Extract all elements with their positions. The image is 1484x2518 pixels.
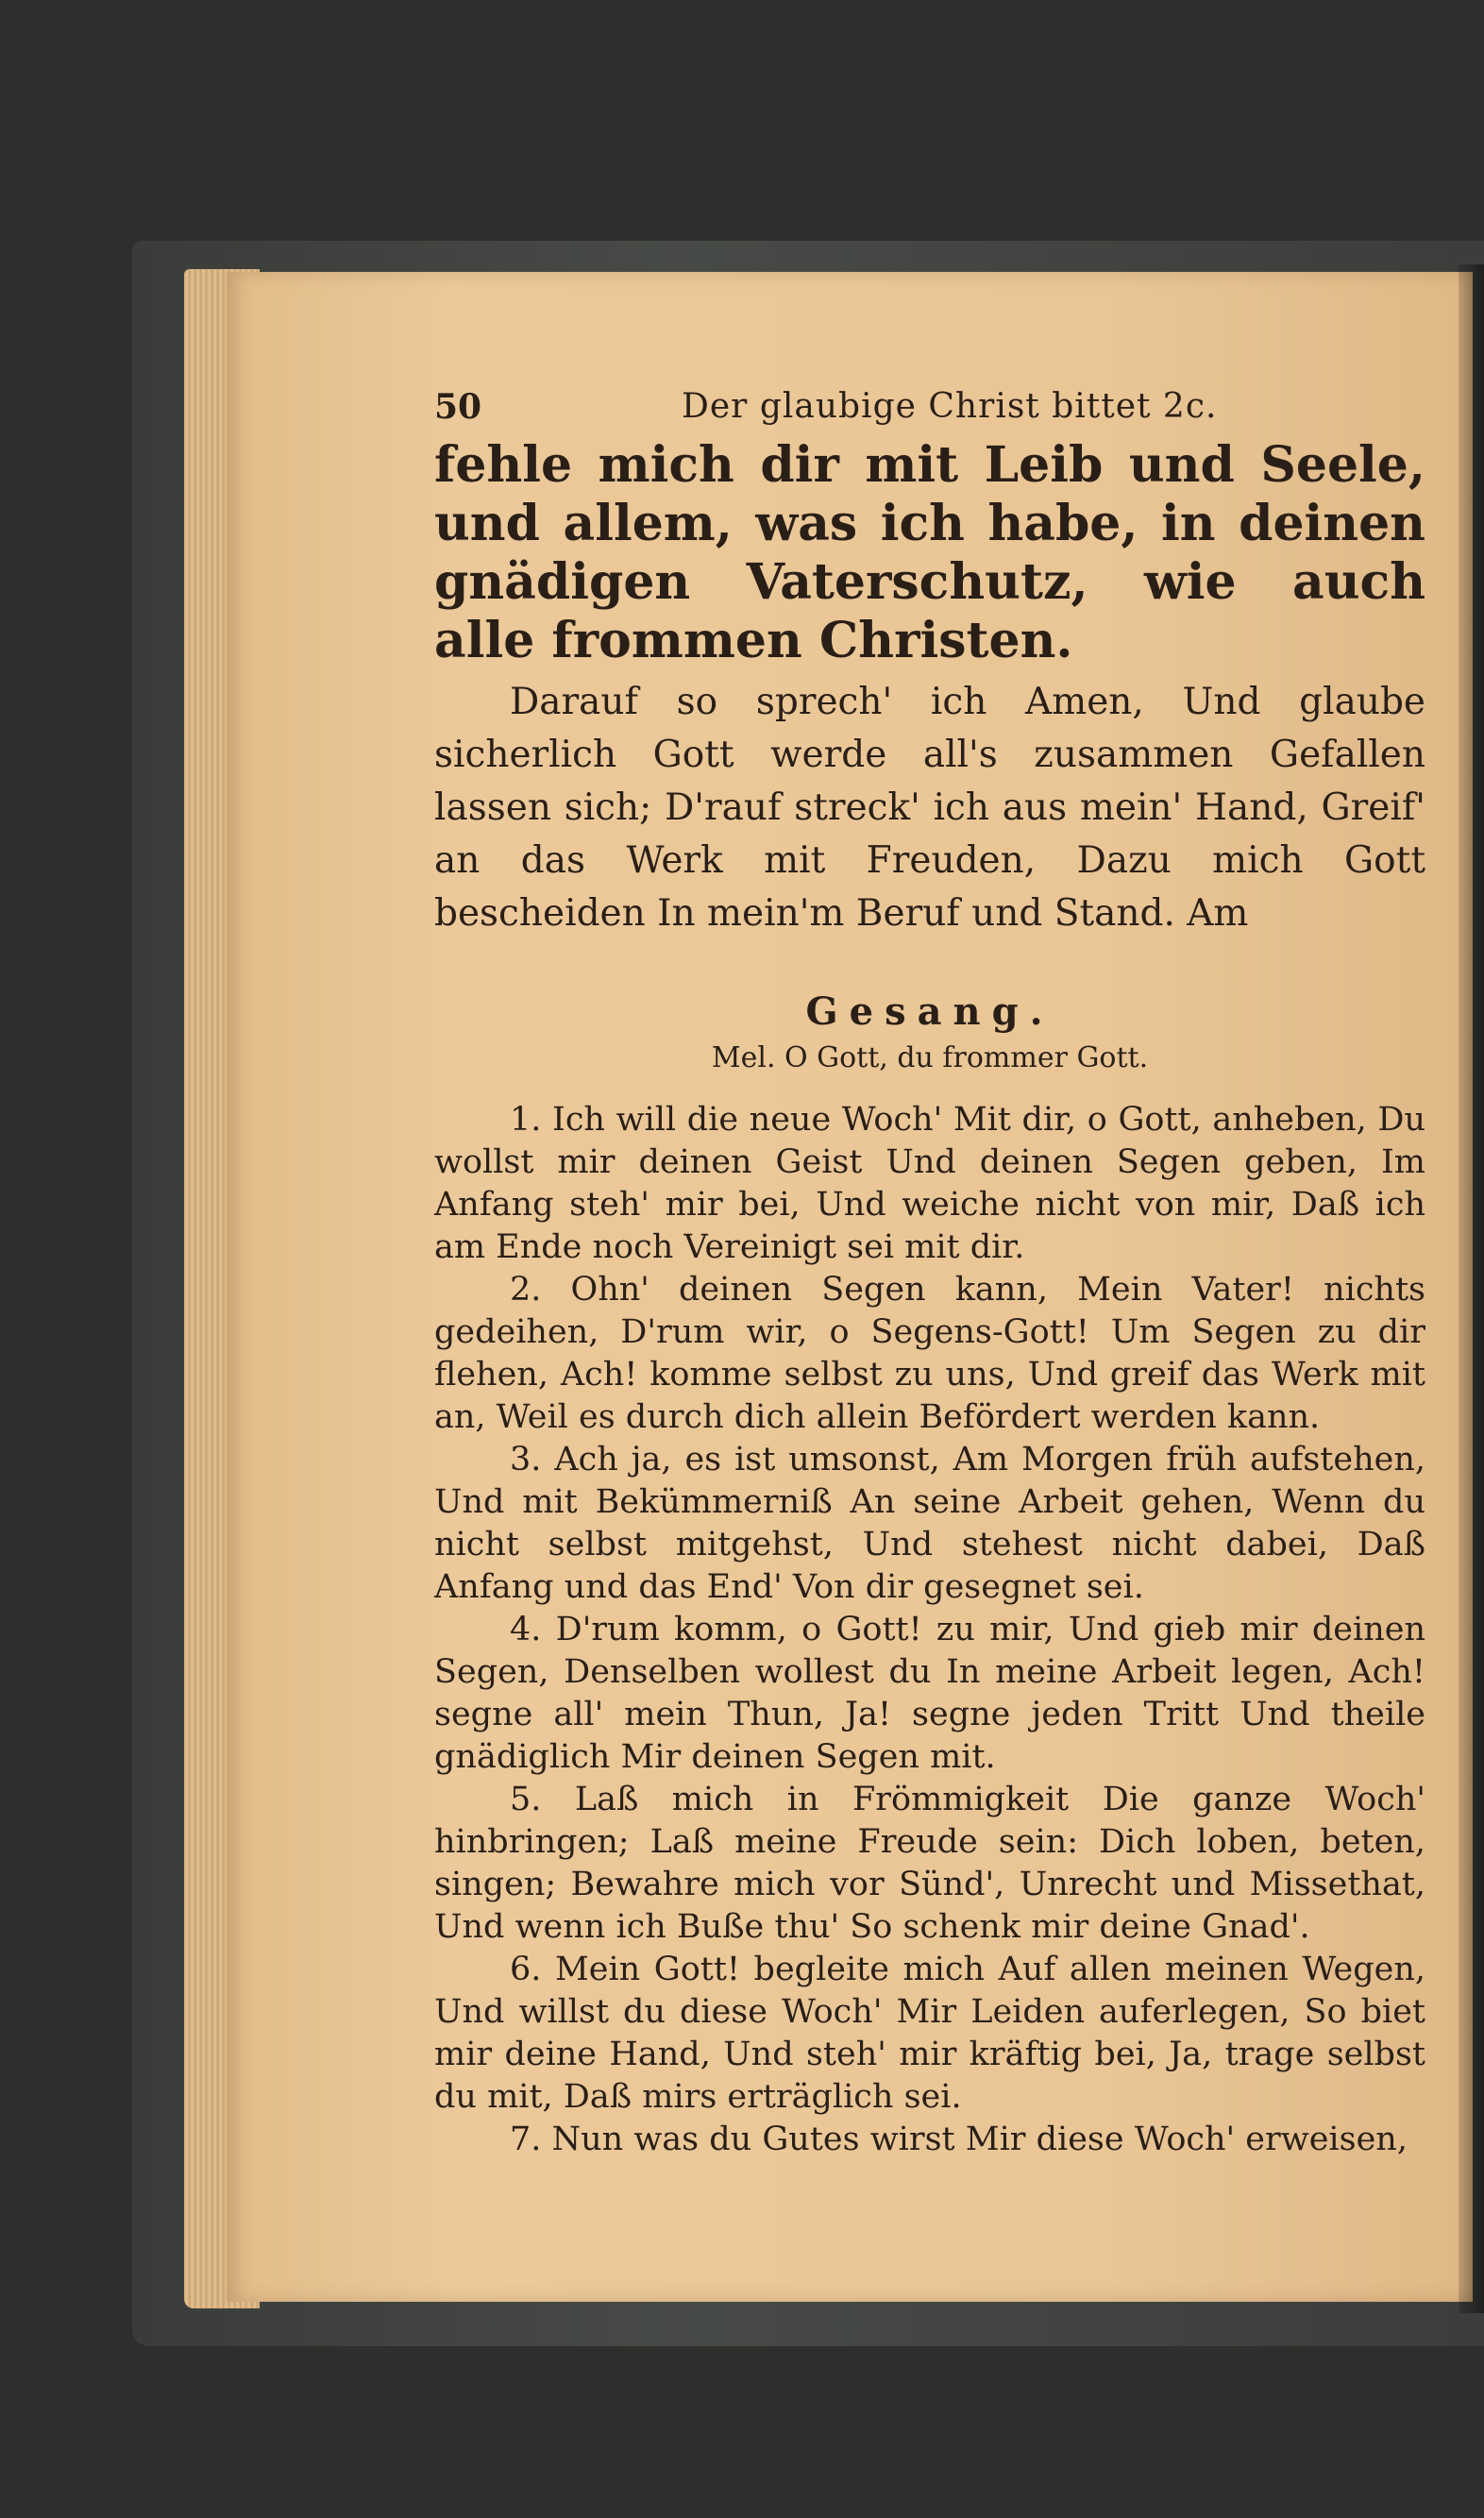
intro-bold-text: fehle mich dir mit Leib und Seele, und allem, was ich habe, in deinen gnädigen Vaterschutz, wie auch alle frommen Christen. [434,436,1425,669]
hymn-verse-1: 1. Ich will die neue Woch' Mit dir, o Gott, anheben, Du wollst mir deinen Geist Und deinen Segen geben, Im Anfang steh' mir bei, Und weiche nicht von mir, Daß ich am Ende noch Vereinigt sei mit dir. [434,1101,1425,1266]
hymn-heading: Gesang. [805,989,1054,1034]
page-number: 50 [434,387,482,427]
hymn-verse-5: 5. Laß mich in Frömmigkeit Die ganze Woch' hinbringen; Laß meine Freude sein: Dich loben, beten, singen; Bewahre mich vor Sünd', Unrecht und Missethat, Und wenn ich Buße thu' So schenk mir deine Gnad'. [434,1781,1425,1946]
hymn-verse-2: 2. Ohn' deinen Segen kann, Mein Vater! nichts gedeihen, D'rum wir, o Segens-Gott! Um Segen zu dir flehen, Ach! komme selbst zu uns, Und greif das Werk mit an, Weil es durch dich allein Befördert werden kann. [434,1271,1425,1436]
intro-body-text: Darauf so sprech' ich Amen, Und glaube sicherlich Gott werde all's zusammen Gefallen lassen sich; D'rauf streck' ich aus mein' Hand, Greif' an das Werk mit Freuden, Dazu mich Gott bescheiden In mein'm Beruf und Stand. Am [434,681,1425,935]
hymn-verse-6: 6. Mein Gott! begleite mich Auf allen meinen Wegen, Und willst du diese Woch' Mir Leiden auferlegen, So biet mir deine Hand, Und steh' mir kräftig bei, Ja, trage selbst du mit, Daß mirs erträglich sei. [434,1951,1425,2116]
running-head [434,378,1425,436]
hymn-verse-4: 4. D'rum komm, o Gott! zu mir, Und gieb mir deinen Segen, Denselben wollest du In meine Arbeit legen, Ach! segne all' mein Thun, Ja! segne jeden Tritt Und theile gnädiglich Mir deinen Segen mit. [434,1611,1425,1776]
page-content [434,378,1425,2161]
page-gutter-shadow [1459,264,1484,2313]
hymn-verse-7: 7. Nun was du Gutes wirst Mir diese Woch' erweisen, [510,2121,1408,2158]
running-title: Der glaubige Christ bittet 2c. [682,387,1218,426]
hymn-verse-3: 3. Ach ja, es ist umsonst, Am Morgen früh aufstehen, Und mit Bekümmerniß An seine Arbeit gehen, Wenn du nicht selbst mitgehst, Und stehest nicht dabei, Daß Anfang und das End' Von dir gesegnet sei. [434,1441,1425,1606]
hymn-melody: Mel. O Gott, du frommer Gott. [711,1041,1149,1074]
